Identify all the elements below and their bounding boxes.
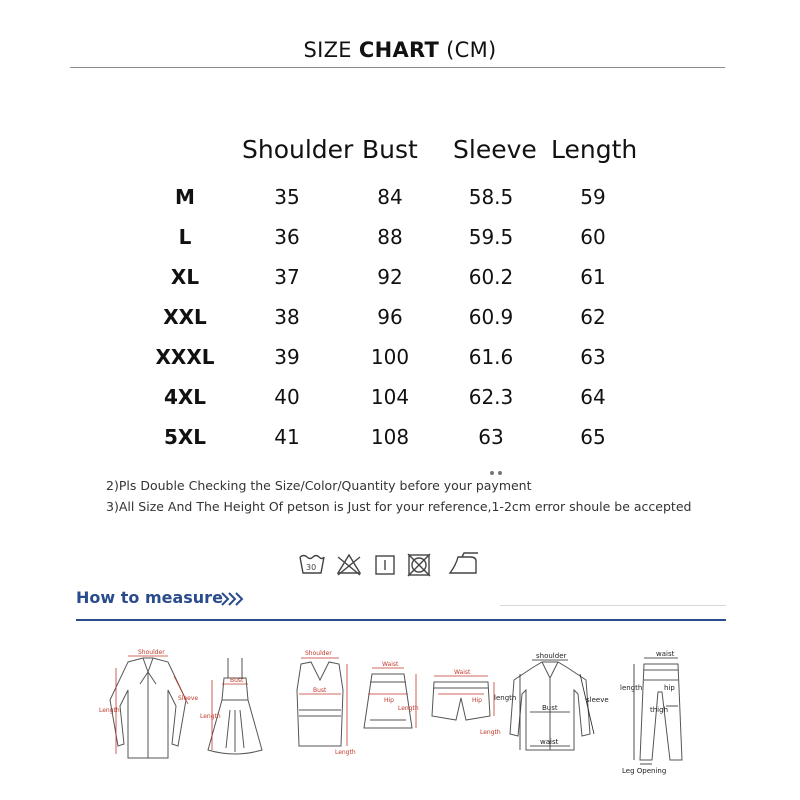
diagram-label: Bust [313, 687, 327, 694]
diagram-label: Length [200, 713, 221, 720]
size-label: 5XL [163, 425, 207, 449]
cell-length: 61 [580, 265, 606, 289]
diagram-label: hip [664, 684, 675, 692]
cropped-text-fragment [490, 460, 510, 466]
title-prefix: SIZE [303, 38, 359, 62]
shirt-diagram [490, 650, 610, 760]
no-bleach-icon [338, 555, 360, 575]
cell-sleeve: 61.6 [468, 345, 514, 369]
shirt-bow-diagram [98, 650, 198, 770]
title-unit: (CM) [439, 38, 497, 62]
cell-shoulder: 39 [274, 345, 300, 369]
header-shoulder: Shoulder [242, 135, 354, 164]
size-label: 4XL [163, 385, 207, 409]
cell-length: 63 [580, 345, 606, 369]
cell-bust: 108 [370, 425, 410, 449]
cell-sleeve: 60.2 [468, 265, 514, 289]
diagram-label: Hip [384, 697, 394, 704]
chevrons-icon [220, 590, 246, 608]
skirt-diagram [356, 650, 420, 740]
cell-shoulder: 38 [274, 305, 300, 329]
dress-diagram [200, 650, 270, 770]
diagram-label: Shoulder [305, 650, 332, 657]
size-label: L [178, 225, 192, 249]
header-length: Length [551, 135, 638, 164]
cell-bust: 104 [370, 385, 410, 409]
cell-bust: 92 [377, 265, 403, 289]
diagram-label: waist [540, 738, 559, 746]
size-label: M [175, 185, 195, 209]
size-label: XXXL [155, 345, 215, 369]
cell-bust: 96 [377, 305, 403, 329]
diagram-label: waist [656, 650, 675, 658]
cell-sleeve: 58.5 [468, 185, 514, 209]
diagram-label: Bust [230, 677, 244, 684]
cell-shoulder: 41 [274, 425, 300, 449]
header-bust: Bust [362, 135, 418, 164]
how-to-measure-top-line [500, 605, 726, 606]
iron-icon [450, 553, 478, 573]
note-check: 2)Pls Double Checking the Size/Color/Quantity before your payment [106, 478, 532, 493]
diagram-label: Length [335, 749, 356, 756]
cell-shoulder: 37 [274, 265, 300, 289]
no-dry-clean-icon [408, 554, 430, 576]
diagram-label: sleeve [586, 696, 609, 704]
cell-shoulder: 40 [274, 385, 300, 409]
cell-length: 65 [580, 425, 606, 449]
cell-bust: 88 [377, 225, 403, 249]
diagram-label: Sleeve [178, 695, 199, 702]
diagram-label: Shoulder [138, 649, 165, 656]
pants-diagram [620, 650, 700, 775]
how-to-measure-divider [76, 619, 726, 621]
cell-length: 62 [580, 305, 606, 329]
diagram-label: Waist [382, 661, 399, 668]
title-bold: CHART [358, 38, 440, 62]
how-to-measure-heading: How to measure [76, 588, 223, 607]
diagram-label: Hip [472, 697, 482, 704]
diagram-label: thigh [650, 706, 669, 714]
tumble-dry-icon [376, 556, 394, 574]
diagram-label: Length [480, 729, 501, 736]
wash-temp: 30 [306, 563, 317, 572]
cell-length: 64 [580, 385, 606, 409]
size-label: XXL [163, 305, 207, 329]
diagram-label: Length [398, 705, 419, 712]
cell-length: 59 [580, 185, 606, 209]
diagram-label: shoulder [536, 652, 567, 660]
wash-30-icon [300, 556, 324, 574]
title-divider [70, 67, 725, 68]
diagram-label: length [620, 684, 643, 692]
note-reference: 3)All Size And The Height Of petson is Just for your reference,1-2cm error shoule be accepted [106, 499, 692, 514]
cell-bust: 84 [377, 185, 403, 209]
cell-sleeve: 62.3 [468, 385, 514, 409]
header-sleeve: Sleeve [453, 135, 537, 164]
care-icons [298, 549, 488, 579]
diagram-label: Leg Opening [622, 767, 667, 775]
diagram-label: Waist [454, 669, 471, 676]
cell-sleeve: 59.5 [468, 225, 514, 249]
diagram-label: Length [99, 707, 120, 714]
tank-diagram [285, 650, 355, 770]
diagram-label: Bust [542, 704, 558, 712]
cell-shoulder: 36 [274, 225, 300, 249]
cell-sleeve: 60.9 [468, 305, 514, 329]
diagram-label: length [494, 694, 517, 702]
cell-sleeve: 63 [478, 425, 504, 449]
cell-bust: 100 [370, 345, 410, 369]
cell-length: 60 [580, 225, 606, 249]
page-title [0, 38, 800, 62]
cell-shoulder: 35 [274, 185, 300, 209]
size-label: XL [170, 265, 200, 289]
shorts-diagram [424, 650, 501, 740]
